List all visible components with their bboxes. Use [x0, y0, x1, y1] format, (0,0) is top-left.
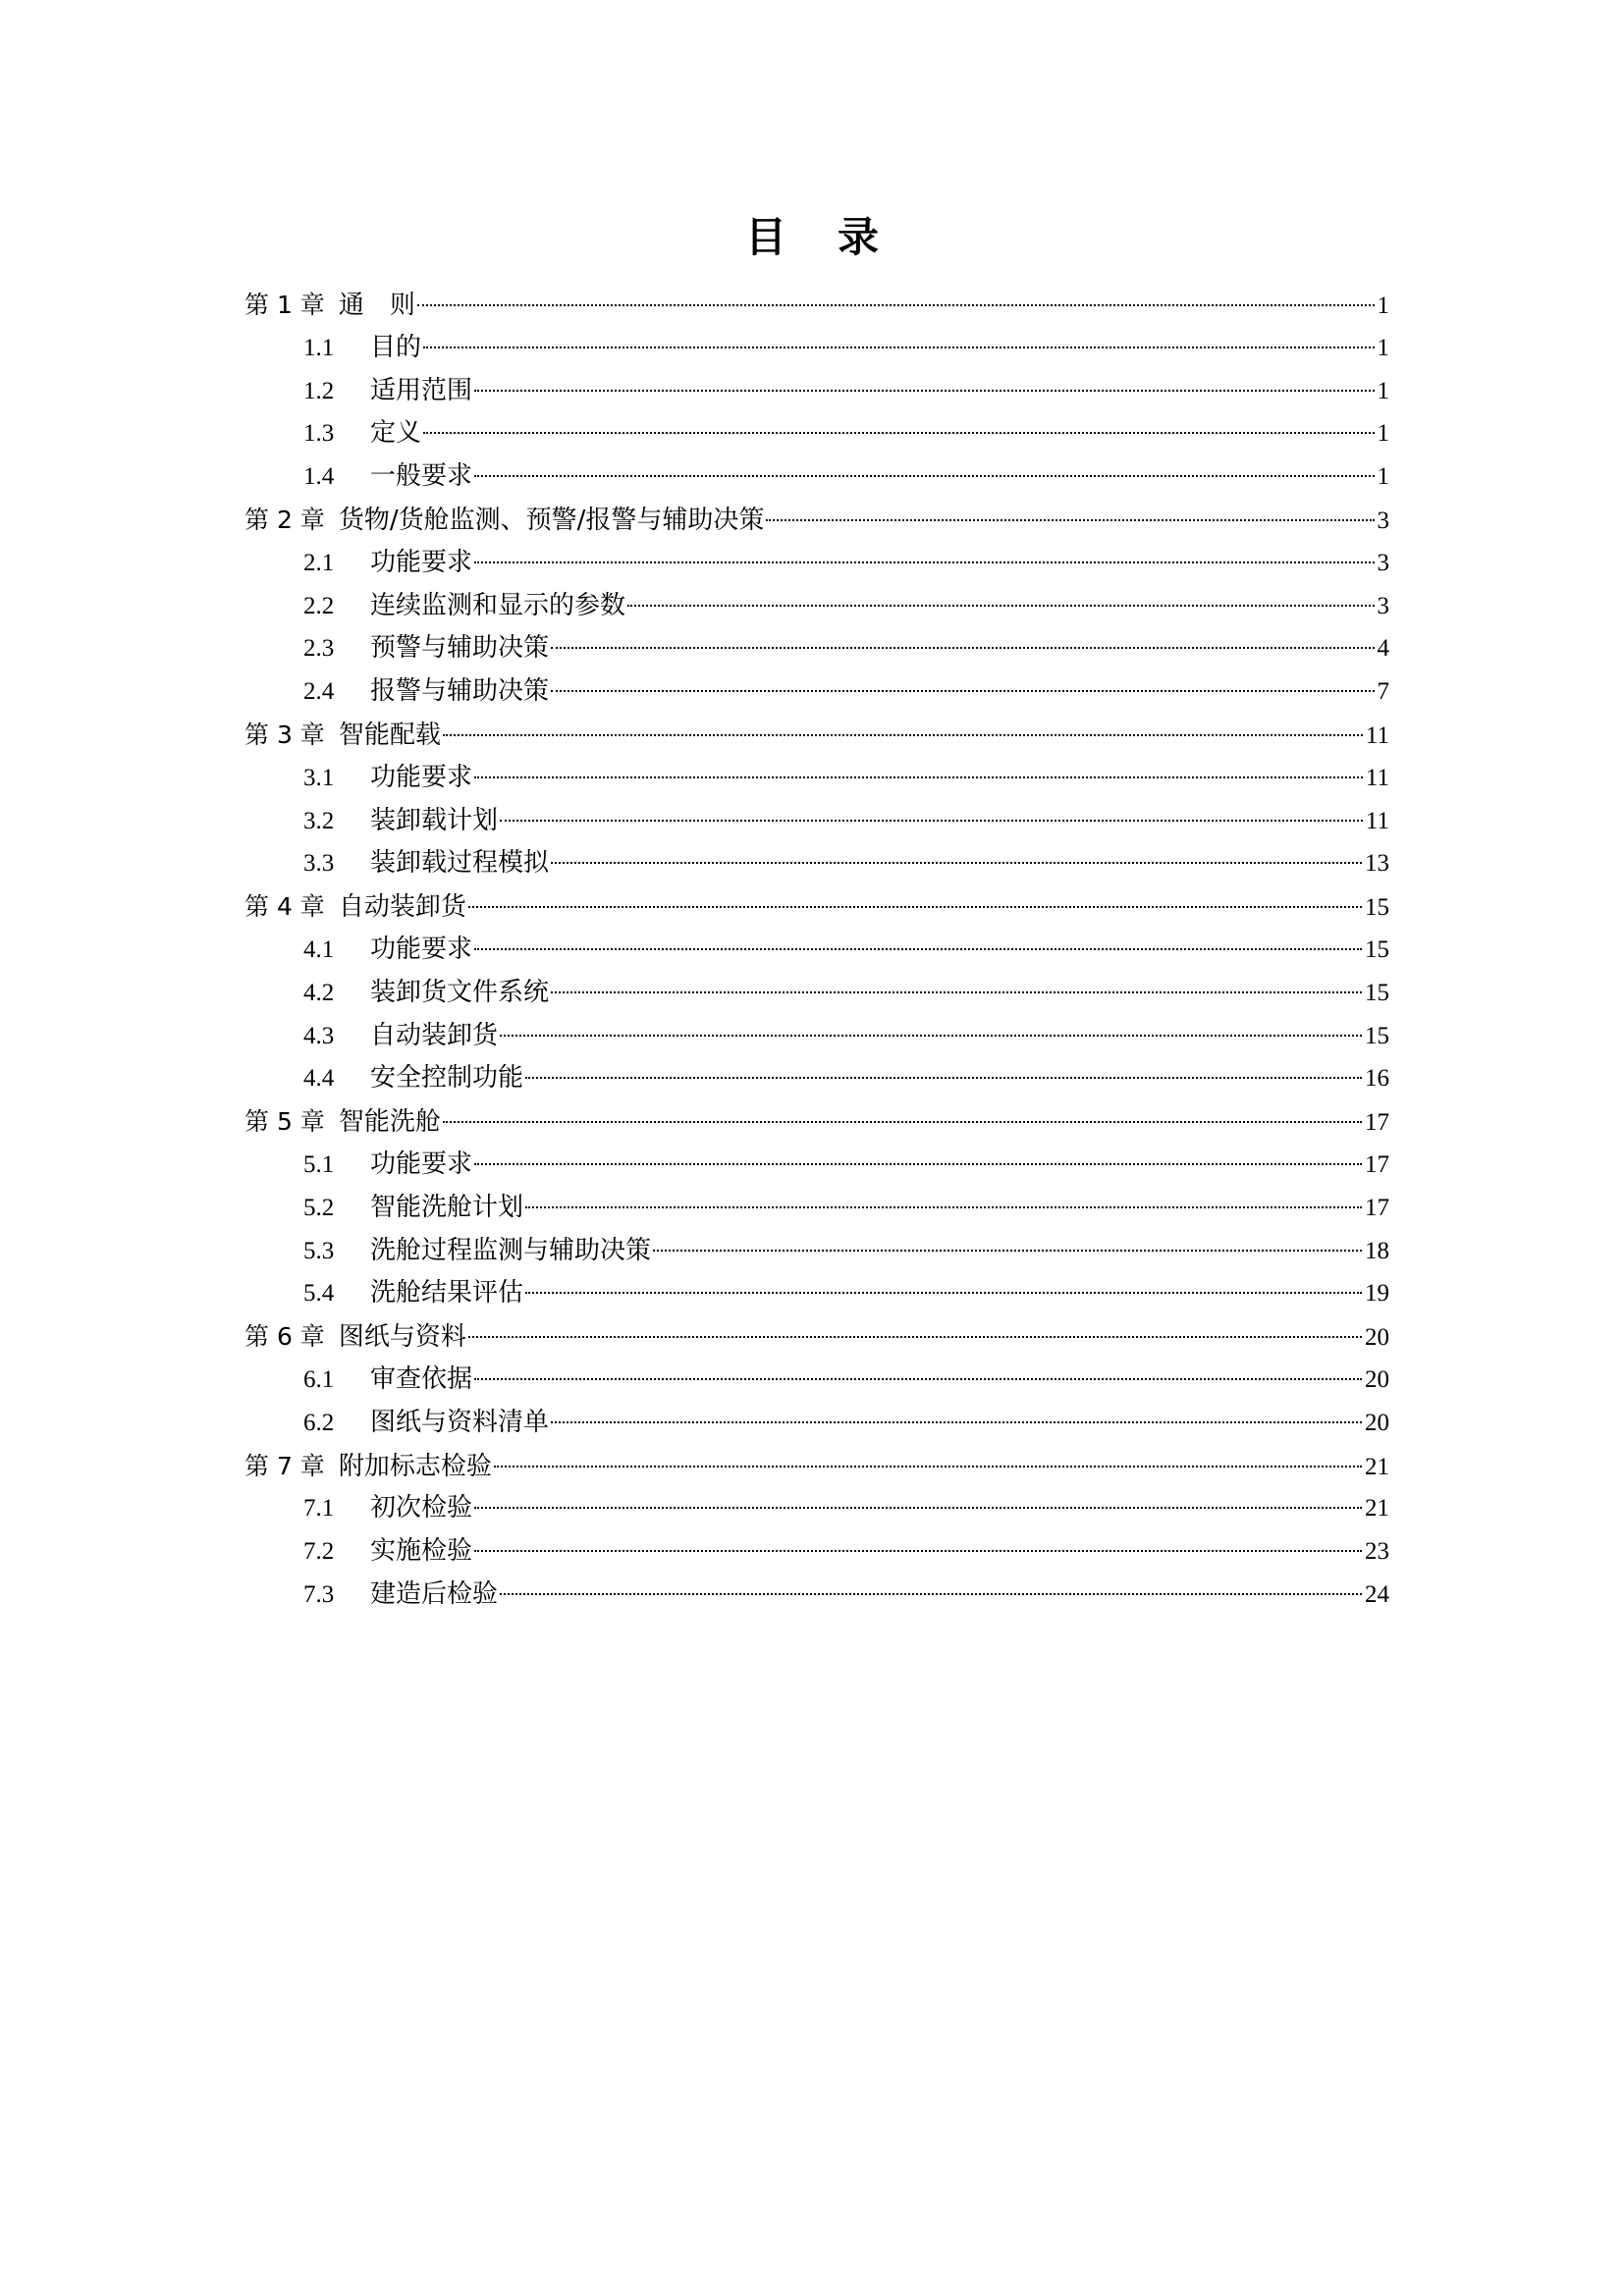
toc-entry-number: 3.2 — [303, 807, 335, 834]
toc-section-entry[interactable] — [244, 1057, 1389, 1100]
toc-entry-label: 洗舱结果评估 — [370, 1278, 524, 1308]
toc-title-char-2: 录 — [838, 213, 880, 261]
toc-list — [244, 284, 1389, 1617]
toc-section-entry[interactable] — [244, 1272, 1389, 1315]
toc-chapter-entry[interactable] — [244, 885, 1389, 929]
toc-section-entry[interactable] — [244, 1359, 1389, 1402]
toc-entry-page-number: 11 — [1365, 807, 1389, 834]
toc-title-char-1: 目 — [744, 213, 786, 261]
toc-section-entry[interactable] — [244, 412, 1389, 455]
toc-entry-number: 5.2 — [303, 1194, 335, 1221]
toc-entry-label: 功能要求 — [370, 1148, 473, 1179]
toc-section-entry[interactable] — [244, 327, 1389, 370]
toc-entry-number: 1.2 — [303, 377, 335, 404]
toc-entry-number: 第 4 章 — [244, 892, 325, 922]
toc-entry-page-number: 1 — [1377, 334, 1389, 361]
dot-leader — [551, 991, 1362, 993]
toc-entry-page-number: 21 — [1365, 1453, 1389, 1480]
toc-entry-label: 洗舱过程监测与辅助决策 — [370, 1235, 652, 1265]
dot-leader — [474, 776, 1363, 778]
toc-chapter-entry[interactable] — [244, 1100, 1389, 1144]
toc-entry-label: 安全控制功能 — [370, 1063, 524, 1094]
dot-leader — [474, 1378, 1362, 1380]
toc-entry-page-number: 15 — [1365, 1022, 1389, 1049]
toc-entry-number: 第 6 章 — [244, 1322, 325, 1352]
dot-leader — [474, 948, 1362, 950]
dot-leader — [551, 690, 1374, 692]
toc-entry-number: 2.1 — [303, 549, 335, 576]
dot-leader — [474, 1550, 1362, 1552]
toc-section-entry[interactable] — [244, 370, 1389, 413]
toc-entry-page-number: 19 — [1365, 1280, 1389, 1308]
toc-entry-label: 智能洗舱计划 — [370, 1192, 524, 1222]
toc-entry-number: 7.1 — [303, 1495, 335, 1522]
toc-entry-label: 审查依据 — [370, 1363, 473, 1394]
dot-leader — [443, 1121, 1362, 1123]
toc-entry-page-number: 3 — [1377, 549, 1389, 576]
toc-entry-number: 5.1 — [303, 1150, 335, 1178]
toc-entry-label: 一般要求 — [370, 461, 473, 492]
dot-leader — [525, 1077, 1362, 1079]
toc-entry-number: 第 5 章 — [244, 1107, 325, 1137]
toc-section-entry[interactable] — [244, 1530, 1389, 1574]
dot-leader — [500, 820, 1363, 822]
toc-entry-number: 5.3 — [303, 1237, 335, 1264]
toc-entry-number: 1.3 — [303, 420, 335, 448]
dot-leader — [653, 1250, 1362, 1252]
toc-entry-label: 功能要求 — [370, 934, 473, 964]
dot-leader — [417, 304, 1375, 306]
toc-entry-label: 图纸与资料清单 — [370, 1407, 550, 1437]
toc-entry-label: 通 则 — [338, 291, 415, 320]
toc-chapter-entry[interactable] — [244, 1315, 1389, 1359]
toc-entry-page-number: 7 — [1377, 678, 1389, 706]
toc-entry-page-number: 11 — [1365, 721, 1389, 749]
dot-leader — [500, 1035, 1362, 1037]
dot-leader — [468, 1336, 1362, 1338]
toc-entry-page-number: 20 — [1365, 1324, 1389, 1352]
toc-entry-page-number: 1 — [1377, 463, 1389, 491]
toc-section-entry[interactable] — [244, 1187, 1389, 1230]
toc-entry-number: 3.3 — [303, 850, 335, 878]
toc-entry-number: 4.1 — [303, 935, 335, 963]
toc-entry-number: 5.4 — [303, 1280, 335, 1308]
toc-entry-label: 装卸载过程模拟 — [370, 848, 550, 879]
toc-entry-page-number: 11 — [1365, 764, 1389, 791]
toc-entry-number: 2.4 — [303, 678, 335, 706]
toc-entry-number: 3.1 — [303, 764, 335, 791]
toc-entry-page-number: 1 — [1377, 420, 1389, 448]
toc-entry-page-number: 18 — [1365, 1237, 1389, 1264]
toc-entry-page-number: 15 — [1365, 935, 1389, 963]
toc-entry-page-number: 24 — [1365, 1580, 1389, 1608]
toc-entry-label: 货物/货舱监测、预警/报警与辅助决策 — [338, 505, 765, 535]
toc-entry-page-number: 1 — [1377, 293, 1389, 319]
toc-entry-label: 目的 — [370, 332, 422, 362]
toc-entry-number: 7.2 — [303, 1538, 335, 1566]
toc-entry-page-number: 23 — [1365, 1538, 1389, 1566]
toc-entry-label: 连续监测和显示的参数 — [370, 590, 626, 620]
toc-entry-label: 报警与辅助决策 — [370, 676, 550, 707]
toc-entry-page-number: 17 — [1365, 1194, 1389, 1221]
toc-entry-label: 功能要求 — [370, 547, 473, 577]
toc-entry-page-number: 3 — [1377, 592, 1389, 619]
dot-leader — [551, 862, 1362, 864]
toc-entry-page-number: 17 — [1365, 1109, 1389, 1137]
toc-section-entry[interactable] — [244, 670, 1389, 714]
toc-entry-page-number: 15 — [1365, 979, 1389, 1006]
toc-entry-page-number: 20 — [1365, 1409, 1389, 1436]
dot-leader — [474, 561, 1374, 563]
toc-entry-number: 2.2 — [303, 592, 335, 619]
dot-leader — [525, 1292, 1362, 1294]
toc-entry-label: 预警与辅助决策 — [370, 633, 550, 664]
toc-section-entry[interactable] — [244, 972, 1389, 1015]
toc-entry-number: 4.4 — [303, 1065, 335, 1093]
toc-entry-number: 第 2 章 — [244, 505, 325, 534]
toc-entry-label: 初次检验 — [370, 1493, 473, 1523]
toc-section-entry[interactable] — [244, 757, 1389, 800]
dot-leader — [551, 647, 1374, 649]
toc-entry-label: 自动装卸货 — [370, 1020, 499, 1050]
toc-entry-label: 功能要求 — [370, 762, 473, 792]
toc-entry-number: 第 3 章 — [244, 720, 325, 749]
toc-entry-label: 图纸与资料 — [338, 1322, 466, 1353]
toc-section-entry[interactable] — [244, 929, 1389, 972]
toc-entry-number: 2.3 — [303, 635, 335, 663]
toc-chapter-entry[interactable] — [244, 284, 1389, 327]
toc-entry-page-number: 16 — [1365, 1065, 1389, 1093]
toc-section-entry[interactable] — [244, 1144, 1389, 1187]
toc-entry-page-number: 17 — [1365, 1150, 1389, 1178]
toc-entry-page-number: 3 — [1377, 507, 1389, 534]
dot-leader — [500, 1593, 1362, 1595]
dot-leader — [627, 605, 1374, 607]
dot-leader — [474, 475, 1374, 477]
dot-leader — [551, 1421, 1362, 1423]
toc-entry-number: 4.3 — [303, 1022, 335, 1049]
toc-entry-page-number: 20 — [1365, 1365, 1389, 1393]
toc-section-entry[interactable] — [244, 455, 1389, 499]
toc-entry-number: 6.1 — [303, 1365, 335, 1393]
dot-leader — [474, 1507, 1362, 1509]
toc-entry-label: 建造后检验 — [370, 1578, 499, 1609]
dot-leader — [468, 906, 1362, 908]
toc-entry-label: 适用范围 — [370, 375, 473, 405]
toc-section-entry[interactable] — [244, 542, 1389, 585]
toc-entry-page-number: 13 — [1365, 850, 1389, 878]
toc-entry-label: 自动装卸货 — [338, 892, 466, 923]
toc-entry-page-number: 4 — [1377, 635, 1389, 663]
toc-chapter-entry[interactable] — [244, 499, 1389, 542]
toc-section-entry[interactable] — [244, 1015, 1389, 1058]
toc-entry-number: 第 7 章 — [244, 1451, 325, 1480]
toc-entry-number: 1.1 — [303, 334, 335, 361]
toc-section-entry[interactable] — [244, 1487, 1389, 1530]
toc-section-entry[interactable] — [244, 627, 1389, 670]
toc-chapter-entry[interactable] — [244, 1445, 1389, 1488]
toc-chapter-entry[interactable] — [244, 714, 1389, 757]
toc-title — [0, 210, 1624, 265]
toc-section-entry[interactable] — [244, 842, 1389, 885]
dot-leader — [474, 1163, 1362, 1165]
dot-leader — [423, 432, 1374, 434]
toc-entry-label: 实施检验 — [370, 1536, 473, 1567]
dot-leader — [474, 390, 1374, 392]
dot-leader — [766, 519, 1374, 521]
toc-section-entry[interactable] — [244, 1230, 1389, 1273]
toc-section-entry[interactable] — [244, 1402, 1389, 1445]
toc-entry-page-number: 1 — [1377, 377, 1389, 404]
toc-entry-label: 装卸载计划 — [370, 805, 499, 835]
toc-entry-number: 6.2 — [303, 1409, 335, 1436]
toc-entry-page-number: 15 — [1365, 894, 1389, 922]
toc-entry-number: 4.2 — [303, 979, 335, 1006]
dot-leader — [443, 734, 1363, 736]
dot-leader — [494, 1466, 1362, 1468]
toc-section-entry[interactable] — [244, 585, 1389, 628]
toc-section-entry[interactable] — [244, 1574, 1389, 1617]
toc-entry-label: 附加标志检验 — [338, 1451, 492, 1481]
toc-entry-label: 智能配载 — [338, 720, 441, 750]
toc-entry-number: 7.3 — [303, 1580, 335, 1608]
toc-entry-number: 第 1 章 — [244, 291, 325, 319]
toc-entry-label: 定义 — [370, 418, 422, 449]
dot-leader — [423, 347, 1374, 348]
toc-entry-page-number: 21 — [1365, 1495, 1389, 1522]
toc-section-entry[interactable] — [244, 800, 1389, 843]
toc-entry-number: 1.4 — [303, 463, 335, 491]
toc-entry-label: 智能洗舱 — [338, 1107, 441, 1138]
toc-entry-label: 装卸货文件系统 — [370, 977, 550, 1007]
dot-leader — [525, 1206, 1362, 1208]
